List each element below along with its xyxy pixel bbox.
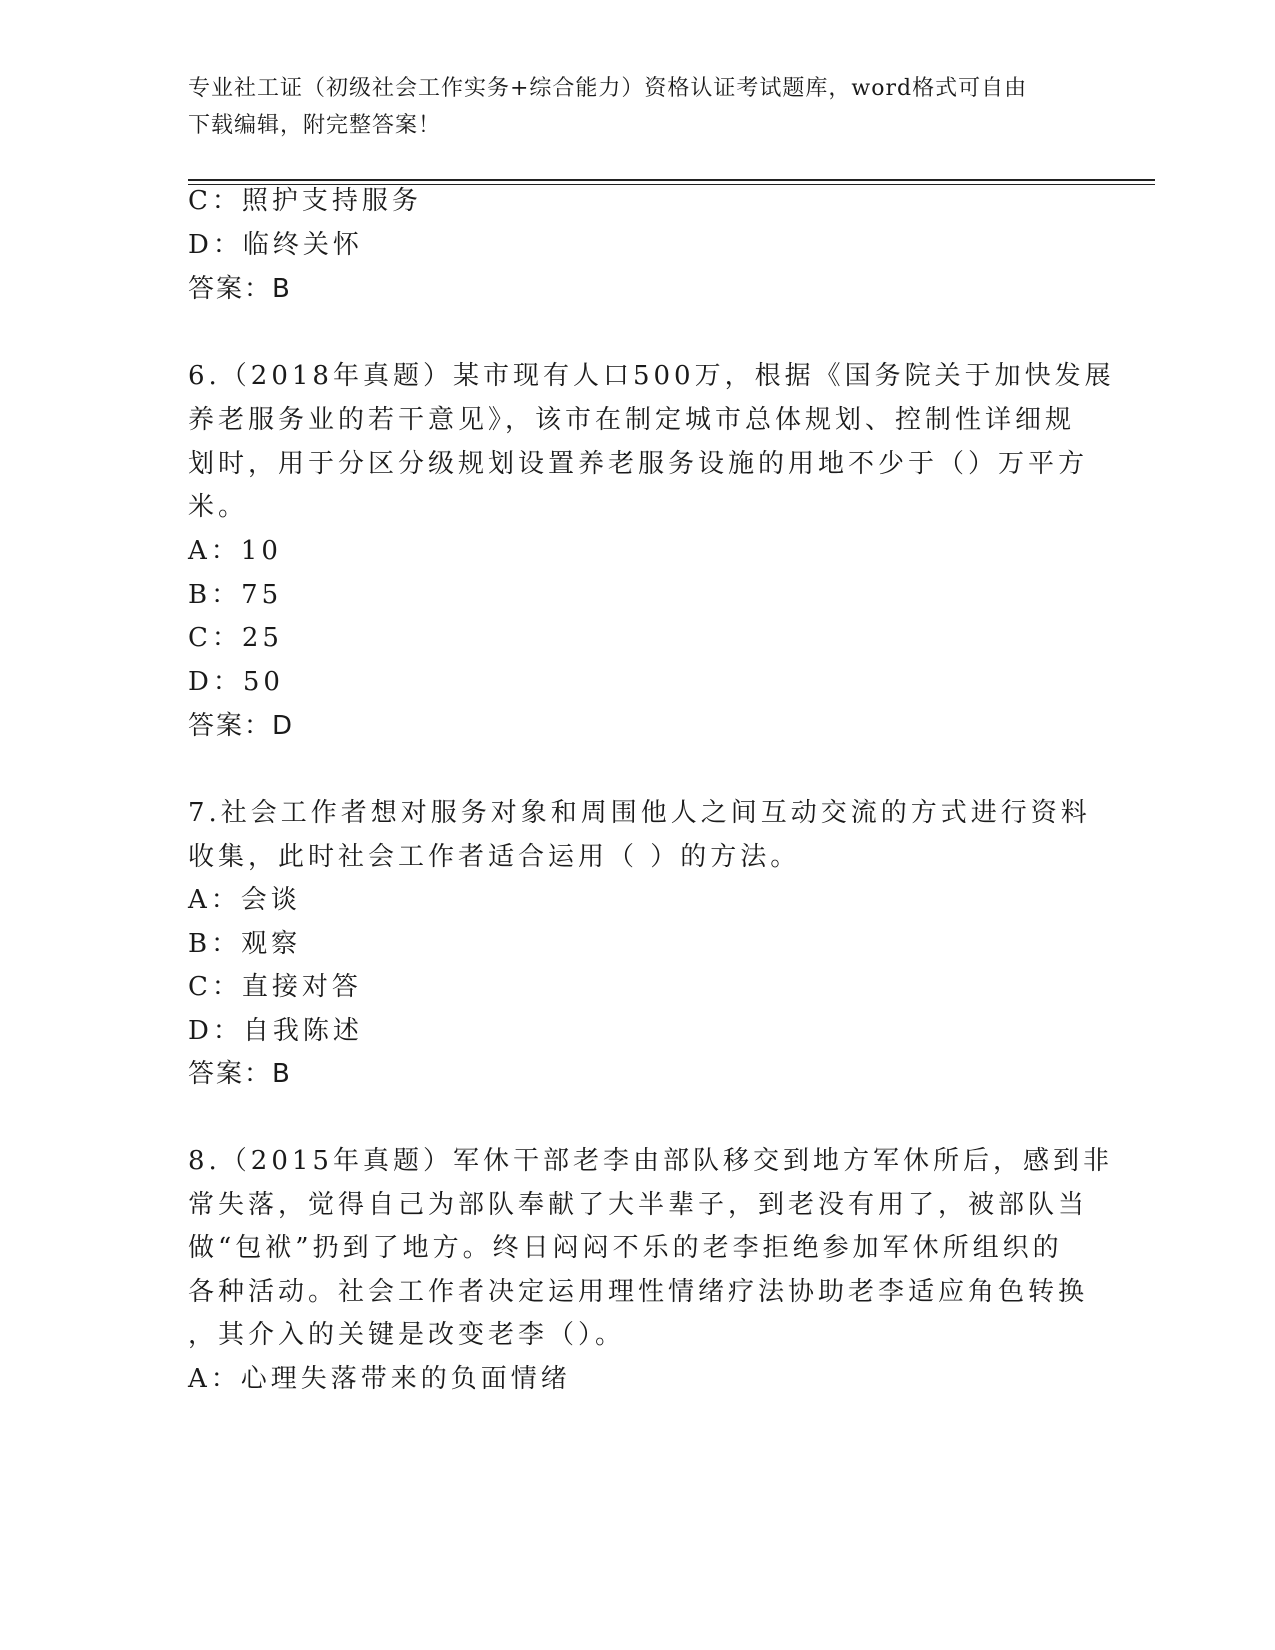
- q6-option-c: C：25: [188, 623, 283, 653]
- document-header: [188, 70, 1088, 144]
- q8-stem-line-2: 常失落，觉得自己为部队奉献了大半辈子，到老没有用了，被部队当: [188, 1190, 1089, 1220]
- prev-answer: 答案：B: [188, 274, 292, 304]
- q8-stem-line-1: 8.（2015年真题）军休干部老李由部队移交到地方军休所后，感到非: [188, 1146, 1113, 1176]
- header-line-1: 专业社工证（初级社会工作实务+综合能力）资格认证考试题库，word格式可自由: [188, 76, 1028, 101]
- q6-option-d: D：50: [188, 667, 284, 697]
- q7-stem-line-2: 收集，此时社会工作者适合运用（ ）的方法。: [188, 842, 801, 872]
- q6-stem-line-3: 划时，用于分区分级规划设置养老服务设施的用地不少于（）万平方: [188, 449, 1089, 479]
- q8-option-a: A：心理失落带来的负面情绪: [188, 1364, 571, 1394]
- q7-option-c: C：直接对答: [188, 972, 362, 1002]
- q6-option-a: A：10: [188, 536, 282, 566]
- q7-stem-line-1: 7.社会工作者想对服务对象和周围他人之间互动交流的方式进行资料: [188, 798, 1091, 828]
- prev-option-d: D：临终关怀: [188, 230, 363, 260]
- q7-option-a: A：会谈: [188, 885, 301, 915]
- prev-option-c: C：照护支持服务: [188, 186, 422, 216]
- header-line-2: 下载编辑，附完整答案！: [188, 113, 442, 138]
- q8-stem-line-3: 做“包袱”扔到了地方。终日闷闷不乐的老李拒绝参加军休所组织的: [188, 1233, 1063, 1263]
- header-divider: [188, 179, 1155, 181]
- q8-stem-line-4: 各种活动。社会工作者决定运用理性情绪疗法协助老李适应角色转换: [188, 1277, 1089, 1307]
- q7-option-b: B：观察: [188, 929, 302, 959]
- q6-option-b: B：75: [188, 580, 283, 610]
- q7-option-d: D：自我陈述: [188, 1016, 363, 1046]
- q6-stem-line-2: 养老服务业的若干意见》，该市在制定城市总体规划、控制性详细规: [188, 405, 1076, 435]
- q6-answer: 答案：D: [188, 711, 295, 741]
- q6-stem-line-1: 6.（2018年真题）某市现有人口500万，根据《国务院关于加快发展: [188, 361, 1115, 391]
- q6-stem-line-4: 米。: [188, 492, 249, 522]
- q7-answer: 答案：B: [188, 1059, 292, 1089]
- q8-stem-line-5: ，其介入的关键是改变老李（）。: [188, 1320, 626, 1350]
